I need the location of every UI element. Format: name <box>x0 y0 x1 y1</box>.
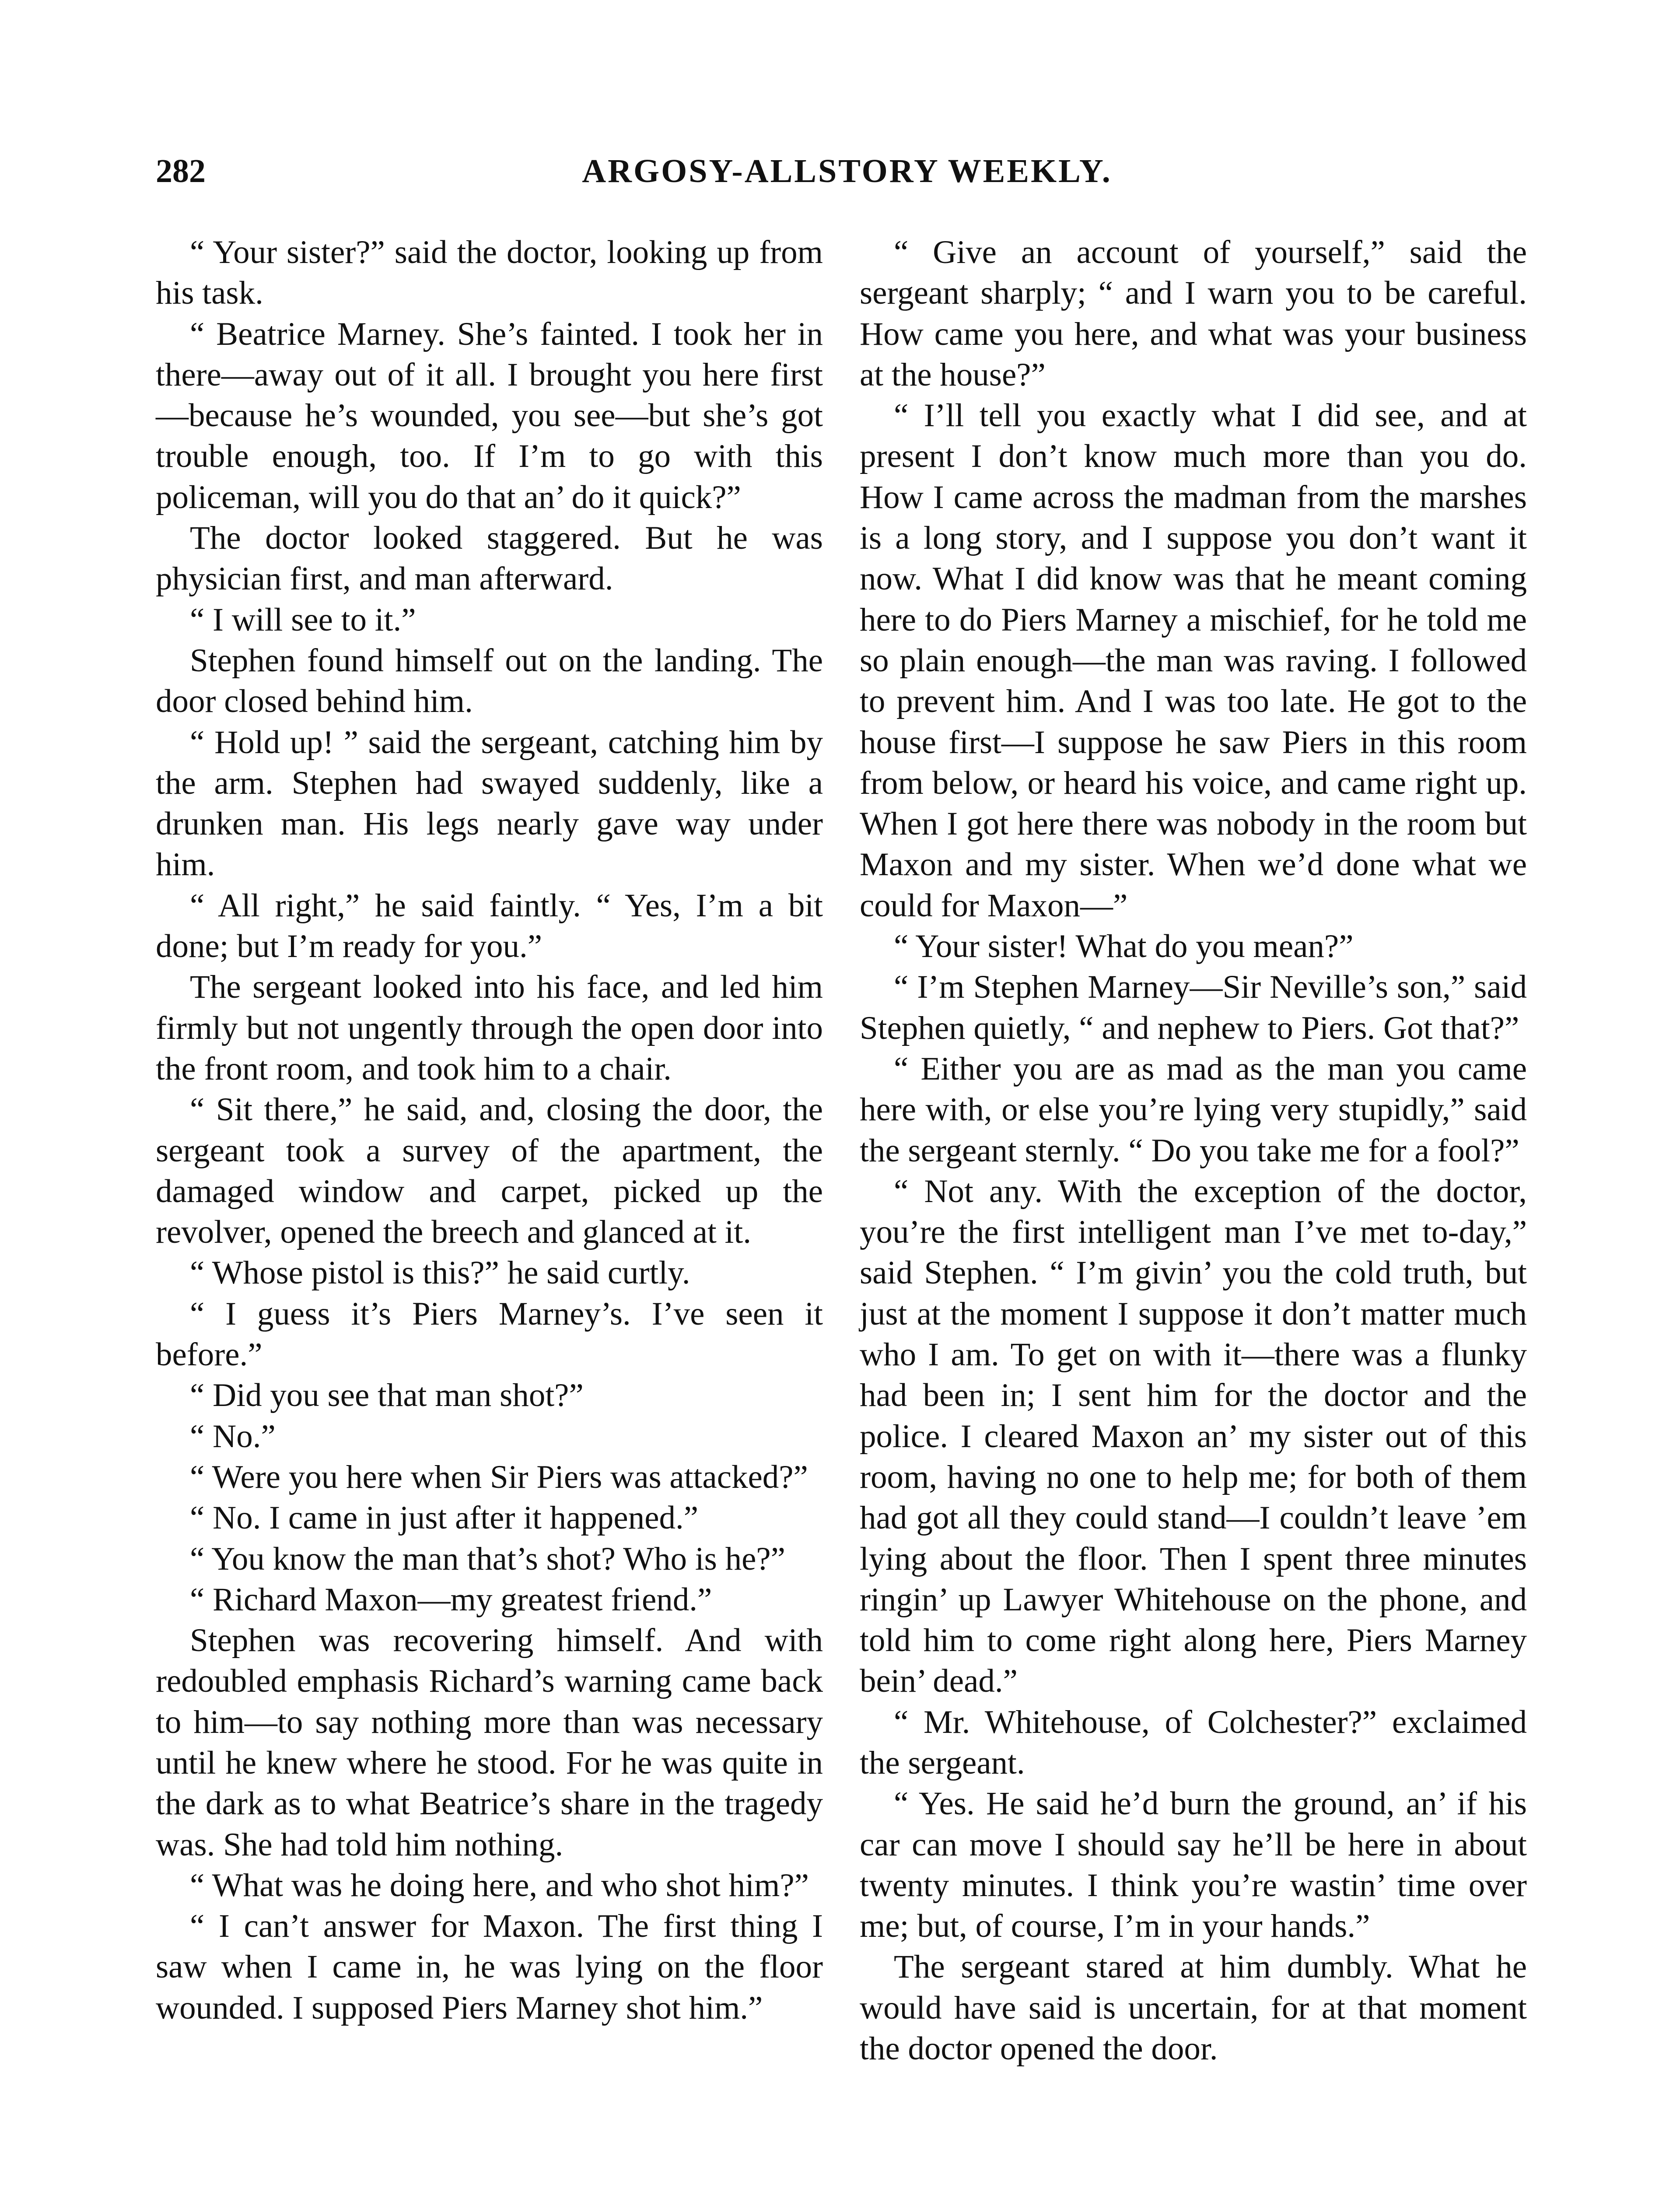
paragraph: “ I will see to it.” <box>190 601 416 638</box>
paragraph: The sergeant stared at him dumbly. What he would have said is uncertain, for at that moment the doctor opened the door. <box>860 1949 1527 2067</box>
paragraph: “ Your sister?” said the doctor, looking up from his task. <box>156 234 823 312</box>
paragraph: “ Your sister! What do you mean?” <box>894 928 1354 965</box>
paragraph: “ I’m Stephen Marney—Sir Neville’s son,” said Stephen quietly, “ and nephew to Piers. Got that?” <box>860 969 1527 1046</box>
page-header <box>156 152 1538 205</box>
paragraph: “ Sit there,” he said, and, closing the door, the sergeant took a survey of the apartment, the damaged window and carpet, picked up the revolver, opened the breech and glanced at it. <box>156 1091 823 1251</box>
paragraph: “ Did you see that man shot?” <box>190 1377 584 1414</box>
paragraph: Stephen was recovering himself. And with redoubled emphasis Richard’s warning came back to him—to say nothing more than was necessary until he knew where he stood. For he was quite in the dark as to what Beatrice’s share in the tragedy was. She had told him nothing. <box>156 1622 823 1863</box>
running-title: ARGOSY-ALLSTORY WEEKLY. <box>582 153 1112 189</box>
paragraph: “ I guess it’s Piers Marney’s. I’ve seen it before.” <box>156 1295 823 1373</box>
paragraph: “ Hold up! ” said the sergeant, catching him by the arm. Stephen had swayed suddenly, like a drunken man. His legs nearly gave way under him. <box>156 724 823 883</box>
paragraph: Stephen found himself out on the landing. The door closed behind him. <box>156 642 823 720</box>
paragraph: “ Were you here when Sir Piers was attacked?” <box>190 1459 808 1495</box>
paragraph: “ Richard Maxon—my greatest friend.” <box>190 1581 712 1618</box>
paragraph: “ Yes. He said he’d burn the ground, an’ if his car can move I should say he’ll be here in about twenty minutes. I think you’re wastin’ time over me; but, of course, I’m in your hands.” <box>860 1785 1527 1945</box>
paragraph: The sergeant looked into his face, and led him firmly but not ungently through the open door into the front room, and took him to a chair. <box>156 969 823 1087</box>
page-number: 282 <box>156 153 206 189</box>
paragraph: “ Either you are as mad as the man you came here with, or else you’re lying very stupidly,” said the sergeant sternly. “ Do you take me for a fool?” <box>860 1050 1527 1169</box>
paragraph: “ What was he doing here, and who shot him?” <box>190 1867 809 1904</box>
paragraph: The doctor looked staggered. But he was physician first, and man afterward. <box>156 520 823 597</box>
paragraph: “ Beatrice Marney. She’s fainted. I took her in there—away out of it all. I brought you here first—because he’s wounded, you see—but she’s got trouble enough, too. If I’m to go with this policeman, will you do that an’ do it quick?” <box>156 316 823 515</box>
paragraph: “ Mr. Whitehouse, of Colchester?” exclaimed the sergeant. <box>860 1704 1527 1781</box>
paragraph: “ I’ll tell you exactly what I did see, and at present I don’t know much more than you do. How I came across the madman from the marshes is a long story, and I suppose you don’t want it now. What I did know was that he meant coming here to do Piers Marney a mischief, for he told me so plain enough—the man was raving. I followed to prevent him. And I was too late. He got to the house first—I suppose he saw Piers in this room from below, or heard his voice, and came right up. When I got here there was nobody in the room but Maxon and my sister. When we’d done what we could for Maxon—” <box>860 397 1527 924</box>
paragraph: “ No. I came in just after it happened.” <box>190 1500 699 1536</box>
paragraph: “ Whose pistol is this?” he said curtly. <box>190 1255 690 1291</box>
paragraph: “ Give an account of yourself,” said the sergeant sharply; “ and I warn you to be careful. How came you here, and what was your business at the house?” <box>860 234 1527 393</box>
paragraph: “ No.” <box>190 1418 276 1455</box>
paragraph: “ I can’t answer for Maxon. The first thing I saw when I came in, he was lying on the floor wounded. I supposed Piers Marney shot him.” <box>156 1908 823 2026</box>
paragraph: “ You know the man that’s shot? Who is he?” <box>190 1540 785 1577</box>
right-column <box>860 232 1527 2069</box>
left-column <box>156 232 823 2028</box>
paragraph: “ All right,” he said faintly. “ Yes, I’m a bit done; but I’m ready for you.” <box>156 887 823 965</box>
paragraph: “ Not any. With the exception of the doctor, you’re the first intelligent man I’ve met to-day,” said Stephen. “ I’m givin’ you the cold truth, but just at the moment I suppose it don’t matter much who I am. To get on with it—there was a flunky had been in; I sent him for the doctor and the police. I cleared Maxon an’ my sister out of this room, having no one to help me; for both of them had got all they could stand—I couldn’t leave ’em lying about the floor. Then I spent three minutes ringin’ up Lawyer Whitehouse on the phone, and told him to come right along here, Piers Marney bein’ dead.” <box>860 1173 1527 1700</box>
